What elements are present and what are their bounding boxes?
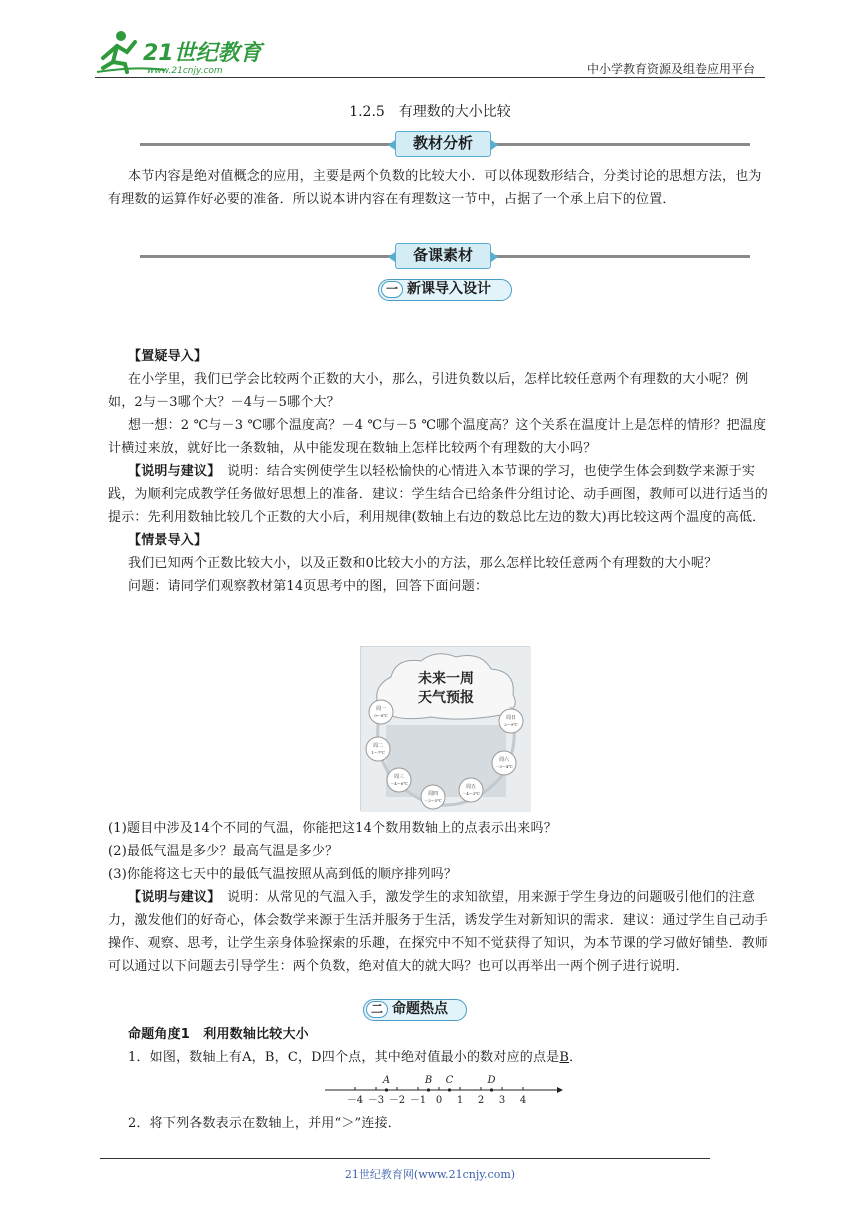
- point-label: C: [445, 1075, 454, 1086]
- day-name: 周二: [372, 743, 384, 749]
- weather-title-1: 未来一周: [418, 671, 474, 687]
- logo: [95, 28, 265, 78]
- logo-sub: www.21cnjy.com: [147, 66, 223, 76]
- note-text: 说明：从常见的气温入手，激发学生的求知欲望，用来源于学生身边的问题吸引他们的注意力，激发他们的好奇心，体会数学来源于生活并服务于生活，诱发学生对新知识的需求．建议：通过学生自己动手操作、观察、思考，让学生亲身体验探索的乐趣，在探究中不知不觉获得了知识，为本节课的学习做好铺垫．教师可以通过以下问题去引导学生：两个负数，绝对值大的就大吗？也可以再举出一两个例子进行说明．: [108, 890, 769, 974]
- intro2-q2: (2)最低气温是多少？最高气温是多少？: [108, 844, 339, 859]
- point-label: D: [487, 1075, 496, 1086]
- note-text: 说明：结合实例使学生以轻松愉快的心情进入本节课的学习，也使学生体会到数学来源于实践，为顺利完成教学任务做好思想上的准备．建议：学生结合已给条件分组讨论、动手画图，教师可以进行适当的提示：先利用数轴比较几个正数的大小后，利用规律(数轴上右边的数总比左边的数大)再比较这两个温度的高低．: [108, 464, 769, 525]
- day-temp: －4～6℃: [390, 781, 408, 786]
- day-temp: 1～7℃: [371, 750, 385, 755]
- platform-name: 中小学教育资源及组卷应用平台: [586, 62, 755, 76]
- point-label: A: [382, 1075, 391, 1086]
- tick-label: 1: [456, 1095, 464, 1106]
- logo-graphic: [95, 28, 265, 78]
- tick-label: 0: [435, 1095, 443, 1106]
- subtag-number: 二: [366, 1001, 388, 1018]
- weather-day-7: [499, 709, 523, 733]
- tick-label: －1: [409, 1095, 427, 1106]
- point-a: [385, 1088, 388, 1091]
- page-header: [95, 28, 765, 80]
- header-rule: [95, 77, 765, 78]
- day-name: 周一: [375, 706, 387, 712]
- day-name: 周四: [427, 791, 439, 797]
- day-temp: －4～3℃: [462, 791, 480, 796]
- topic-section: [108, 1023, 768, 1069]
- day-name: 周日: [505, 715, 517, 721]
- intro1-p2: 想一想：2 ℃与－3 ℃哪个温度高？－4 ℃与－5 ℃哪个温度高？这个关系在温度计上是怎样的情形？把温度计横过来放，就好比一条数轴，从中能发现在数轴上怎样比较两个有理数的大小吗？: [108, 418, 767, 456]
- banner-materials-label: 备课素材: [395, 243, 491, 269]
- weather-day-4: [421, 785, 445, 809]
- number-line: [325, 1073, 565, 1107]
- day-temp: －2～5℃: [424, 798, 442, 803]
- intro2-q1: (1)题目中涉及14个不同的气温，你能把这14个数用数轴上的点表示出来吗？: [108, 821, 557, 836]
- lesson-title: 1.2.5 有理数的大小比较: [349, 104, 511, 120]
- day-temp: 2～9℃: [504, 722, 518, 727]
- q1-end: ．: [569, 1050, 583, 1065]
- day-temp: 0～8℃: [374, 713, 388, 718]
- tick-label: －2: [388, 1095, 406, 1106]
- point-label: B: [424, 1075, 433, 1086]
- day-name: 周五: [465, 784, 477, 790]
- tick-label: 3: [498, 1095, 506, 1106]
- banner-analysis: [140, 131, 750, 157]
- intro1-heading: 【置疑导入】: [128, 349, 208, 364]
- tick-label: 4: [519, 1095, 527, 1106]
- intro2-p1: 我们已知两个正数比较大小，以及正数和0比较大小的方法，那么怎样比较任意两个有理数的大小呢？: [128, 556, 718, 571]
- day-name: 周六: [498, 757, 510, 763]
- q1-text: 1．如图，数轴上有A，B，C，D四个点，其中绝对值最小的数对应的点是: [128, 1050, 560, 1065]
- intro2-questions: [108, 817, 768, 978]
- intro2-question: 问题：请同学们观察教材第14页思考中的图，回答下面问题：: [128, 579, 489, 594]
- logo-main: 21世纪教育: [143, 41, 262, 66]
- intro2-heading: 【情景导入】: [128, 533, 208, 548]
- subtag-number: 一: [381, 281, 403, 298]
- subtag-label: 命题热点: [392, 1001, 448, 1017]
- intro1-p1: 在小学里，我们已学会比较两个正数的大小，那么，引进负数以后，怎样比较任意两个有理数的大小呢？例如，2与－3哪个大？－4与－5哪个大？: [108, 372, 749, 410]
- weather-forecast-figure: [360, 646, 530, 811]
- tick-label: －4: [346, 1095, 364, 1106]
- intro2-note: [108, 886, 768, 978]
- intro1-note: [108, 460, 768, 529]
- tick-label: 2: [477, 1095, 485, 1106]
- weather-day-6: [492, 751, 516, 775]
- topic-q1: [108, 1046, 768, 1069]
- analysis-paragraph: 本节内容是绝对值概念的应用，主要是两个负数的比较大小．可以体现数形结合，分类讨论的思想方法，也为有理数的运算作好必要的准备．所以说本讲内容在有理数这一节中，占据了一个承上启下的位置．: [108, 169, 762, 207]
- weather-day-5: [459, 778, 483, 802]
- weather-day-3: [387, 768, 411, 792]
- weather-day-2: [366, 737, 390, 761]
- footer-rule: [100, 1158, 710, 1159]
- note-label: 【说明与建议】: [128, 464, 214, 479]
- intro1-section: [108, 345, 768, 598]
- banner-analysis-label: 教材分析: [395, 131, 491, 157]
- intro2-q3: (3)你能将这七天中的最低气温按照从高到低的顺序排列吗？: [108, 867, 458, 882]
- point-c: [448, 1088, 451, 1091]
- day-temp: －3～4℃: [495, 764, 513, 769]
- point-d: [490, 1088, 493, 1091]
- subtag-topic-hot: [363, 999, 467, 1021]
- banner-materials: [140, 243, 750, 269]
- tick-label: －3: [367, 1095, 385, 1106]
- topic-q2: 2．将下列各数表示在数轴上，并用“＞”连接．: [128, 1116, 401, 1131]
- topic-angle: 命题角度1 利用数轴比较大小: [128, 1027, 309, 1042]
- q1-answer: B: [559, 1050, 570, 1065]
- note-label: 【说明与建议】: [128, 890, 214, 905]
- footer-text: 21世纪教育网(www.21cnjy.com): [344, 1168, 516, 1181]
- day-name: 周三: [393, 774, 405, 780]
- subtag-new-lesson: [378, 279, 512, 301]
- point-b: [427, 1088, 430, 1091]
- weather-day-1: [369, 700, 393, 724]
- subtag-label: 新课导入设计: [407, 281, 491, 297]
- weather-title-2: 天气预报: [418, 690, 474, 706]
